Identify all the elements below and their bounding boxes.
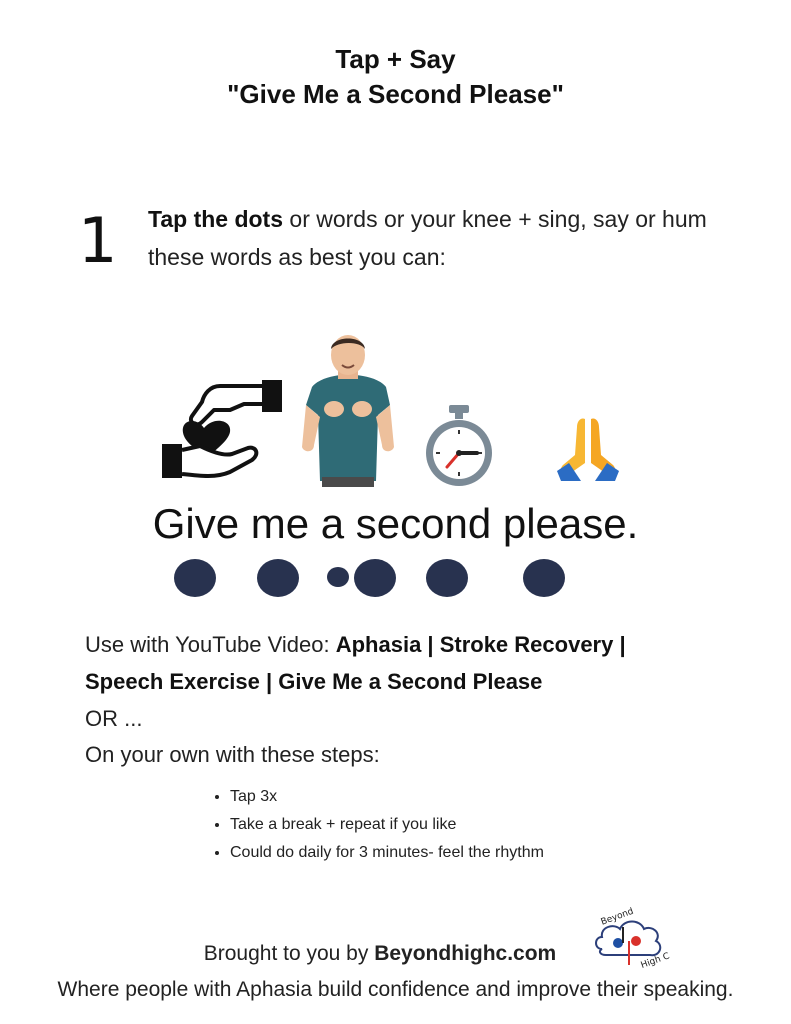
list-item: • Could do daily for 3 minutes- feel the rhythm (230, 839, 544, 867)
youtube-prefix: Use with YouTube Video: (85, 632, 336, 657)
tap-dot-me[interactable] (257, 559, 299, 597)
tap-dot-second-2[interactable] (426, 559, 468, 597)
stopwatch-icon (423, 403, 495, 487)
tap-dot-give[interactable] (174, 559, 216, 597)
brought-by-line (0, 942, 760, 966)
page-title-line1: Tap + Say (335, 44, 456, 74)
list-item: • Take a break + repeat if you like (230, 811, 544, 839)
steps-list (210, 783, 544, 867)
youtube-title-link-1[interactable]: Aphasia | Stroke Recovery | (335, 632, 626, 657)
tagline: Where people with Aphasia build confidence and improve their speaking. (57, 978, 734, 1001)
folded-hands-icon (555, 415, 621, 483)
step-instructions (148, 200, 748, 276)
step-rest: or words or your knee + sing, say or hum these words as best you can: (148, 206, 707, 270)
page-title-line2: "Give Me a Second Please" (227, 79, 564, 109)
logo-bottom-text: High C (639, 951, 672, 971)
list-item: • Tap 3x (230, 783, 544, 811)
brand-link[interactable]: Beyondhighc.com (374, 942, 557, 965)
tap-dot-a[interactable] (327, 567, 349, 587)
man-pointing-self-icon (298, 335, 398, 487)
tap-dot-please[interactable] (523, 559, 565, 597)
youtube-line-1 (85, 627, 626, 663)
youtube-line-2 (85, 664, 542, 700)
youtube-title-link-2[interactable]: Speech Exercise | Give Me a Second Please (85, 669, 543, 694)
tap-dot-second[interactable] (354, 559, 396, 597)
step-number: 1 (78, 204, 118, 277)
or-text: OR ... (85, 706, 143, 731)
target-phrase: Give me a second please. (152, 500, 639, 547)
own-steps-heading: On your own with these steps: (85, 742, 380, 767)
hands-giving-heart-icon (160, 376, 286, 484)
brought-prefix: Brought to you by (203, 942, 375, 965)
step-bold: Tap the dots (148, 206, 284, 232)
logo-top-text: Beyond (599, 906, 636, 928)
